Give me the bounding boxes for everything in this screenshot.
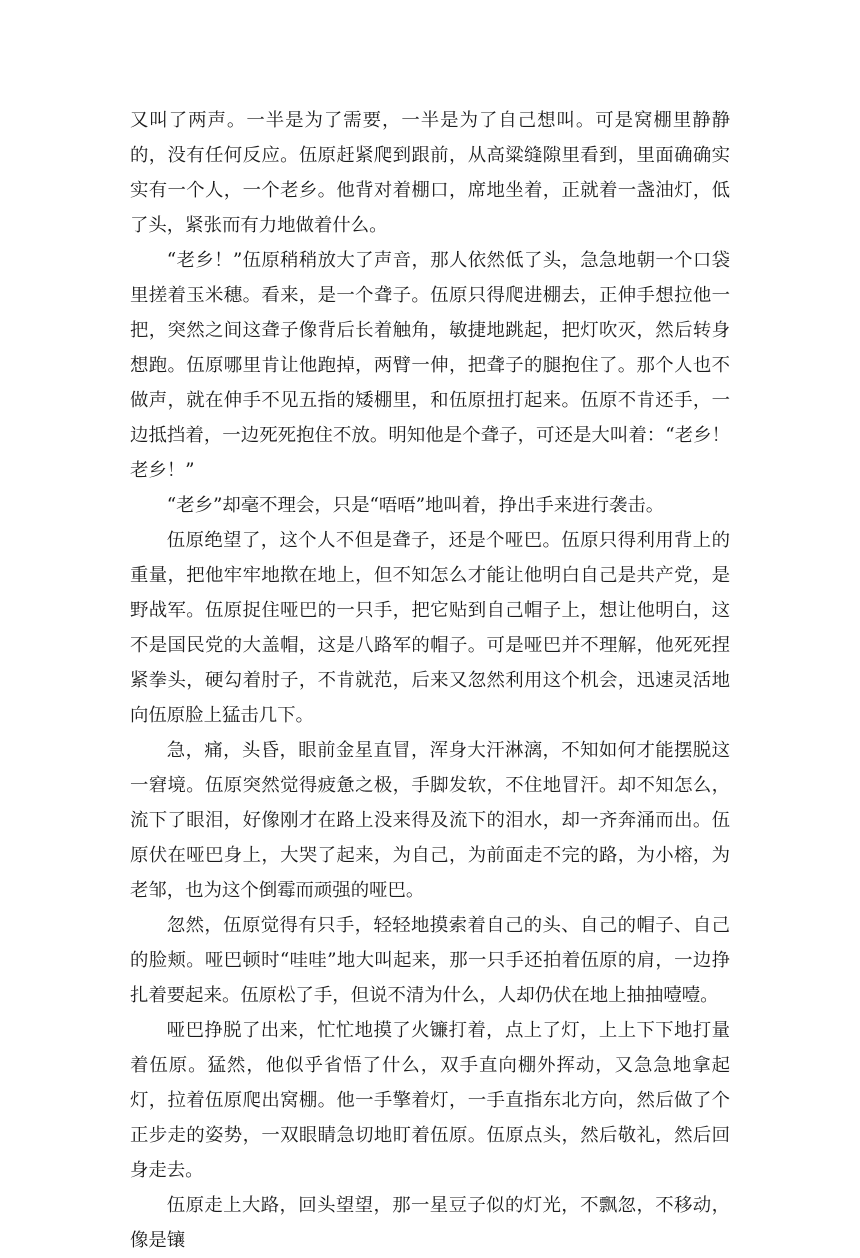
paragraph-8: 伍原走上大路，回头望望，那一星豆子似的灯光，不飘忽，不移动，像是镶 [130, 1195, 730, 1251]
paragraph-1: 又叫了两声。一半是为了需要，一半是为了自己想叫。可是窝棚里静静的，没有任何反应。伍原赶紧爬到跟前，从高粱缝隙里看到，里面确确实实有一个人，一个老乡。他背对着棚口，席地坐着，正就着一盏油灯，低了头，紧张而有力地做着什么。 [130, 110, 730, 236]
paragraph-7: 哑巴挣脱了出来，忙忙地摸了火镰打着，点上了灯，上上下下地打量着伍原。猛然，他似乎省悟了什么，双手直向棚外挥动，又急急地拿起灯，拉着伍原爬出窝棚。他一手擎着灯，一手直指东北方向，然后做了个正步走的姿势，一双眼睛急切地盯着伍原。伍原点头，然后敬礼，然后回身走去。 [130, 1020, 730, 1181]
body-text [130, 103, 730, 1258]
paragraph-3: “老乡”却毫不理会，只是“唔唔”地叫着，挣出手来进行袭击。 [166, 495, 665, 516]
paragraph-5: 急，痛，头昏，眼前金星直冒，浑身大汗淋漓，不知如何才能摆脱这一窘境。伍原突然觉得疲惫之极，手脚发软，不住地冒汗。却不知怎么，流下了眼泪，好像刚才在路上没来得及流下的泪水，却一齐奔涌而出。伍原伏在哑巴身上，大哭了起来，为自己，为前面走不完的路，为小榕，为老邹，也为这个倒霉而顽强的哑巴。 [130, 740, 730, 901]
paragraph-4: 伍原绝望了，这个人不但是聋子，还是个哑巴。伍原只得利用背上的重量，把他牢牢地揿在地上，但不知怎么才能让他明白自己是共产党，是野战军。伍原捉住哑巴的一只手，把它贴到自己帽子上，想让他明白，这不是国民党的大盖帽，这是八路军的帽子。可是哑巴并不理解，他死死捏紧拳头，硬勾着肘子，不肯就范，后来又忽然利用这个机会，迅速灵活地向伍原脸上猛击几下。 [130, 530, 730, 726]
paragraph-6: 忽然，伍原觉得有只手，轻轻地摸索着自己的头、自己的帽子、自己的脸颊。哑巴顿时“哇哇”地大叫起来，那一只手还拍着伍原的肩，一边挣扎着要起来。伍原松了手，但说不清为什么，人却仍伏在地上抽抽噎噎。 [130, 915, 730, 1006]
paragraph-2: “老乡！”伍原稍稍放大了声音，那人依然低了头，急急地朝一个口袋里搓着玉米穗。看来，是一个聋子。伍原只得爬进棚去，正伸手想拉他一把，突然之间这聋子像背后长着触角，敏捷地跳起，把灯吹灭，然后转身想跑。伍原哪里肯让他跑掉，两臂一伸，把聋子的腿抱住了。那个人也不做声，就在伸手不见五指的矮棚里，和伍原扭打起来。伍原不肯还手，一边抵挡着，一边死死抱住不放。明知他是个聋子，可还是大叫着：“老乡！老乡！” [130, 250, 730, 481]
